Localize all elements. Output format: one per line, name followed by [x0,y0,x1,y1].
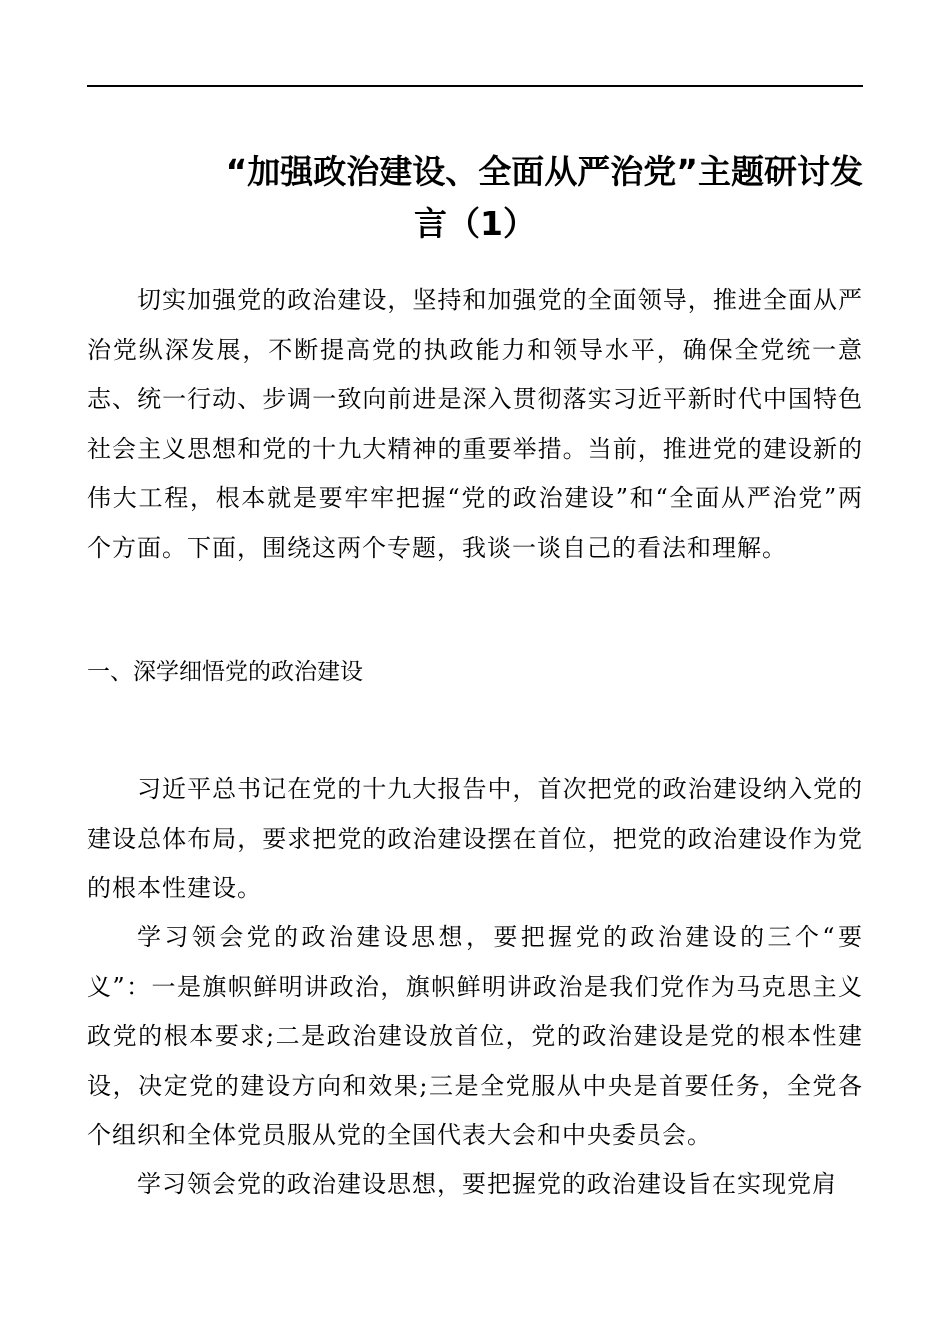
paragraph-4: 学习领会党的政治建设思想，要把握党的政治建设旨在实现党肩 [137,1170,837,1198]
header-rule [87,85,863,87]
paragraph-3: 学习领会党的政治建设思想，要把握党的政治建设的三个“要义”：一是旗帜鲜明讲政治，旗帜鲜明讲政治是我们党作为马克思主义政党的根本要求;二是政治建设放首位，党的政治建设是党的根本性建设，决定党的建设方向和效果;三是全党服从中央是首要任务，全党各个组织和全体党员服从党的全国代表大会和中央委员会。 [87,923,863,1149]
document-title [87,146,863,250]
title-line-1: “加强政治建设、全面从严治党”主题研讨发 [225,152,863,191]
paragraph-2: 习近平总书记在党的十九大报告中，首次把党的政治建设纳入党的建设总体布局，要求把党的政治建设摆在首位，把党的政治建设作为党的根本性建设。 [87,775,863,902]
paragraph-intro: 切实加强党的政治建设，坚持和加强党的全面领导，推进全面从严治党纵深发展，不断提高党的执政能力和领导水平，确保全党统一意志、统一行动、步调一致向前进是深入贯彻落实习近平新时代中国特色社会主义思想和党的十九大精神的重要举措。当前，推进党的建设新的伟大工程，根本就是要牢牢把握“党的政治建设”和“全面从严治党”两个方面。下面，围绕这两个专题，我谈一谈自己的看法和理解。 [87,286,863,562]
section-heading: 一、深学细悟党的政治建设 [87,659,363,685]
title-line-2: 言（1） [414,204,536,243]
